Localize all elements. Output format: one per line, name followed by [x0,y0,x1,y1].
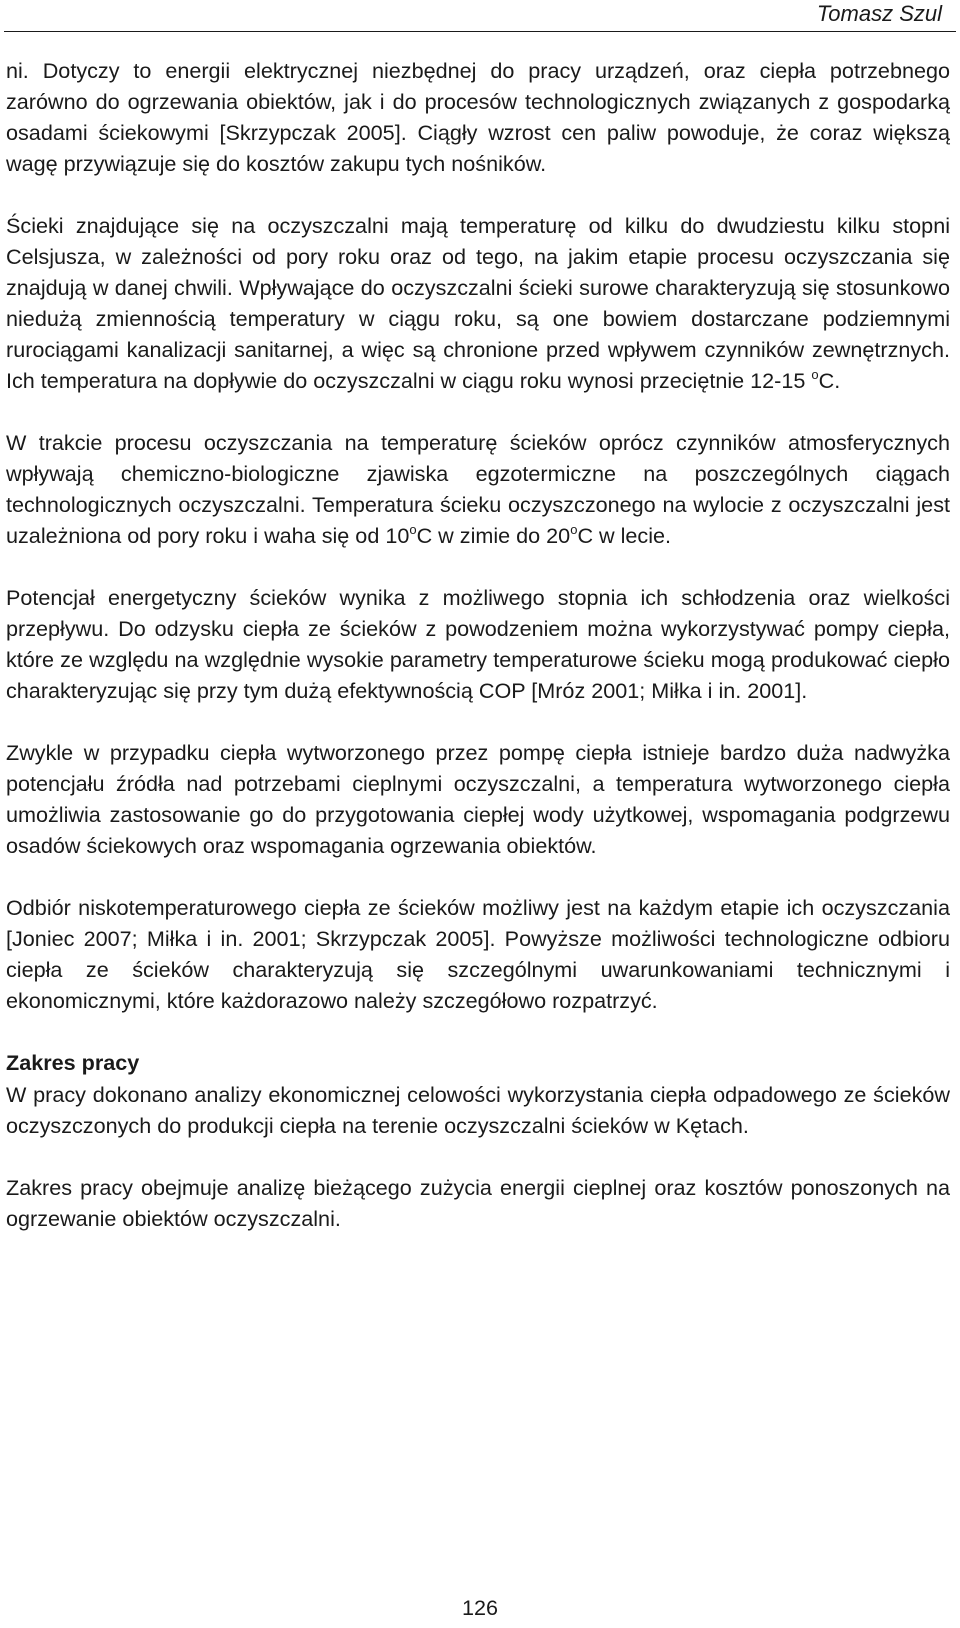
paragraph-text: W trakcie procesu oczyszczania na temperaturę ścieków oprócz czynników atmosferycznych wpływają chemiczno-biologiczne zjawiska egzotermiczne na poszczególnych ciągach technologicznych oczyszczalni. Temperatura ścieku oczyszczonego na wylocie z oczyszczalni jest uzależniona od pory roku i waha się od 10 [6,430,950,548]
paragraph-text-end: C. [818,368,841,393]
paragraph-text-end: C w lecie. [577,523,672,548]
paragraph-treatment-temperature [6,427,950,551]
paragraph-scope-analysis: W pracy dokonano analizy ekonomicznej celowości wykorzystania ciepła odpadowego ze ścieków oczyszczonych do produkcji ciepła na terenie oczyszczalni ścieków w Kętach. [6,1082,950,1138]
page-number: 126 [461,1595,499,1620]
paragraph-energy-costs: ni. Dotyczy to energii elektrycznej niezbędnej do pracy urządzeń, oraz ciepła potrzebnego zarówno do ogrzewania obiektów, jak i do procesów technologicznych związanych z gospodarką osadami ściekowymi [Skrzypczak 2005]. Ciągły wzrost cen paliw powoduje, że coraz większą wagę przywiązuje się do kosztów zakupu tych nośników. [6,58,950,176]
paragraph-heat-pump-surplus: Zwykle w przypadku ciepła wytworzonego przez pompę ciepła istnieje bardzo duża nadwyżka potencjału źródła nad potrzebami cieplnymi oczyszczalni, a temperatura wytworzonego ciepła umożliwia zastosowanie go do przygotowania ciepłej wody użytkowej, wspomagania podgrzewu osadów ściekowych oraz wspomagania ogrzewania obiektów. [6,740,950,858]
paragraph-heat-recovery: Odbiór niskotemperaturowego ciepła ze ścieków możliwy jest na każdym etapie ich oczyszczania [Joniec 2007; Miłka i in. 2001; Skrzypczak 2005]. Powyższe możliwości technologiczne odbioru ciepła ze ścieków charakteryzują się szczególnymi uwarunkowaniami technicznymi i ekonomicznymi, które każdorazowo należy szczegółowo rozpatrzyć. [6,895,950,1013]
degree-superscript: o [409,521,417,537]
running-header-author: Tomasz Szul [816,1,942,26]
degree-superscript: o [811,366,819,382]
body-text [6,55,950,1265]
section-heading: Zakres pracy [6,1050,140,1075]
paragraph-energy-potential: Potencjał energetyczny ścieków wynika z możliwego stopnia ich schłodzenia oraz wielkości przepływu. Do odzysku ciepła ze ścieków z powodzeniem można wykorzystywać pompy ciepła, które ze względu na względnie wysokie parametry temperaturowe ścieku mogą produkować ciepło charakteryzując się przy tym dużą efektywnością COP [Mróz 2001; Miłka i in. 2001]. [6,585,950,703]
paragraph-wastewater-temperature [6,210,950,396]
degree-superscript: o [570,521,578,537]
paragraph-text-mid: C w zimie do 20 [416,523,571,548]
paragraph-scope-details: Zakres pracy obejmuje analizę bieżącego zużycia energii cieplnej oraz kosztów ponoszonych na ogrzewanie obiektów oczyszczalni. [6,1175,950,1231]
paragraph-text: Ścieki znajdujące się na oczyszczalni mają temperaturę od kilku do dwudziestu kilku stopni Celsjusza, w zależności od pory roku oraz od tego, na jakim etapie procesu oczyszczania się znajdują w danej chwili. Wpływające do oczyszczalni ścieki surowe charakteryzują się stosunkowo niedużą zmiennością temperatury w ciągu roku, są one bowiem dostarczane podziemnymi rurociągami kanalizacji sanitarnej, a więc są chronione przed wpływem czynników zewnętrznych. Ich temperatura na dopływie do oczyszczalni w ciągu roku wynosi przeciętnie 12-15 [6,213,950,393]
header-rule [4,31,956,32]
